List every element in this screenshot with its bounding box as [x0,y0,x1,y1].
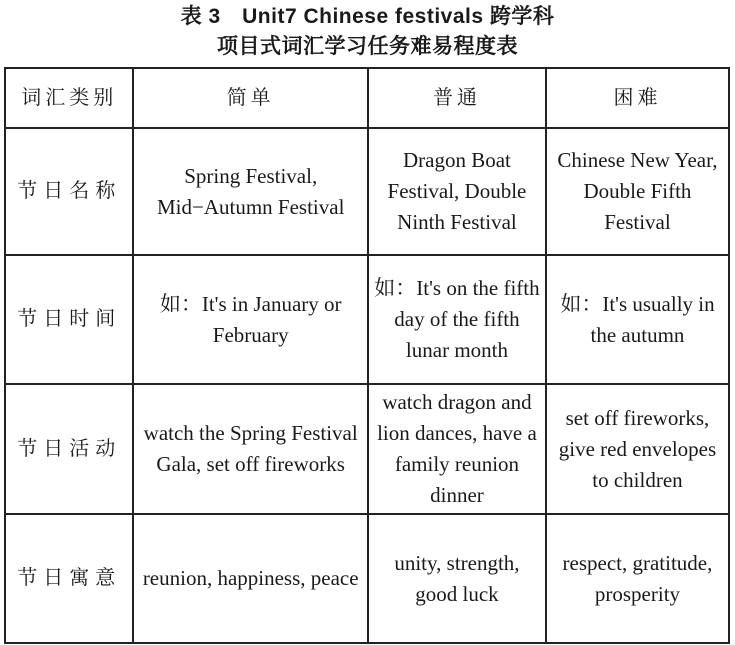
cell-normal: unity, strength, good luck [368,514,546,643]
cell-simple: watch the Spring Festival Gala, set off fireworks [133,384,368,514]
header-simple: 简单 [133,68,368,128]
cell-hard: respect, gratitude, prosperity [546,514,729,643]
cell-normal: 如：It's on the fifth day of the fifth lunar month [368,255,546,384]
table-row [5,514,729,643]
cell-hard: Chinese New Year, Double Fifth Festival [546,128,729,255]
cell-hard: set off fireworks, give red envelopes to children [546,384,729,514]
row-category: 节日时间 [5,255,133,384]
table-row [5,255,729,384]
difficulty-table [4,67,730,644]
cell-normal: watch dragon and lion dances, have a family reunion dinner [368,384,546,514]
header-hard: 困难 [546,68,729,128]
cell-simple: Spring Festival, Mid−Autumn Festival [133,128,368,255]
cell-hard: 如：It's usually in the autumn [546,255,729,384]
header-normal: 普通 [368,68,546,128]
table-row [5,384,729,514]
table-caption-line2: 项目式词汇学习任务难易程度表 [217,35,518,58]
table-row [5,128,729,255]
cell-simple: 如：It's in January or February [133,255,368,384]
cell-simple: reunion, happiness, peace [133,514,368,643]
row-category: 节日寓意 [5,514,133,643]
header-row [5,68,729,128]
header-category: 词汇类别 [5,68,133,128]
row-category: 节日名称 [5,128,133,255]
cell-normal: Dragon Boat Festival, Double Ninth Festival [368,128,546,255]
table-caption-line1: 表 3 Unit7 Chinese festivals 跨学科 [180,5,555,28]
row-category: 节日活动 [5,384,133,514]
